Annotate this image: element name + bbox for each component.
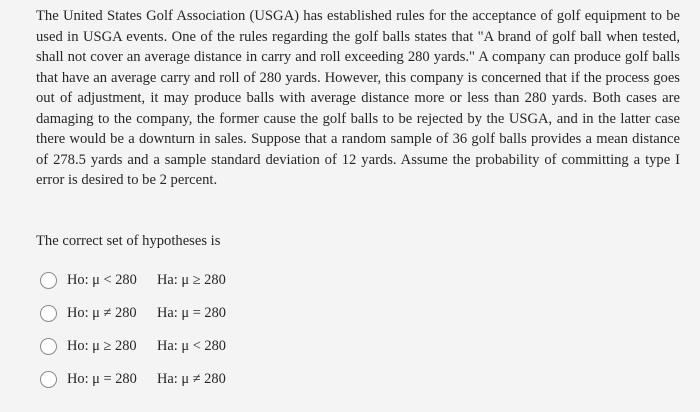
radio-button[interactable]	[40, 305, 57, 322]
null-hypothesis: Ho: μ ≥ 280	[67, 338, 137, 354]
alternative-hypothesis: Ha: μ ≠ 280	[157, 371, 226, 387]
radio-button[interactable]	[40, 371, 57, 388]
answer-option-4[interactable]	[40, 369, 226, 390]
answer-option-3[interactable]	[40, 336, 226, 357]
question-text	[36, 6, 680, 191]
null-hypothesis: Ho: μ ≠ 280	[67, 305, 137, 321]
null-hypothesis: Ho: μ < 280	[67, 272, 137, 288]
question-prompt: The correct set of hypotheses is	[36, 233, 221, 249]
answer-option-1[interactable]	[40, 270, 226, 291]
answer-option-2[interactable]	[40, 303, 226, 324]
radio-button[interactable]	[40, 338, 57, 355]
alternative-hypothesis: Ha: μ = 280	[157, 305, 226, 321]
alternative-hypothesis: Ha: μ < 280	[157, 338, 226, 354]
answer-options	[40, 270, 226, 402]
null-hypothesis: Ho: μ = 280	[67, 371, 137, 387]
question-body: The United States Golf Association (USGA) has established rules for the acceptance of golf equipment to be used in USGA events. One of the rules regarding the golf balls states that "A brand of golf ball when tested, shall not cover an average distance in carry and roll exceeding 280 yards." A company can produce golf balls that have an average carry and roll of 280 yards. However, this company is concerned that if the process goes out of adjustment, it may produce balls with average distance more or less than 280 yards. Both cases are damaging to the company, the former cause the golf balls to be rejected by the USGA, and in the latter case there would be a downturn in sales. Suppose that a random sample of 36 golf balls provides a mean distance of 278.5 yards and a sample standard deviation of 12 yards. Assume the probability of committing a type I error is desired to be 2 percent.	[36, 8, 680, 188]
alternative-hypothesis: Ha: μ ≥ 280	[157, 272, 226, 288]
radio-button[interactable]	[40, 272, 57, 289]
